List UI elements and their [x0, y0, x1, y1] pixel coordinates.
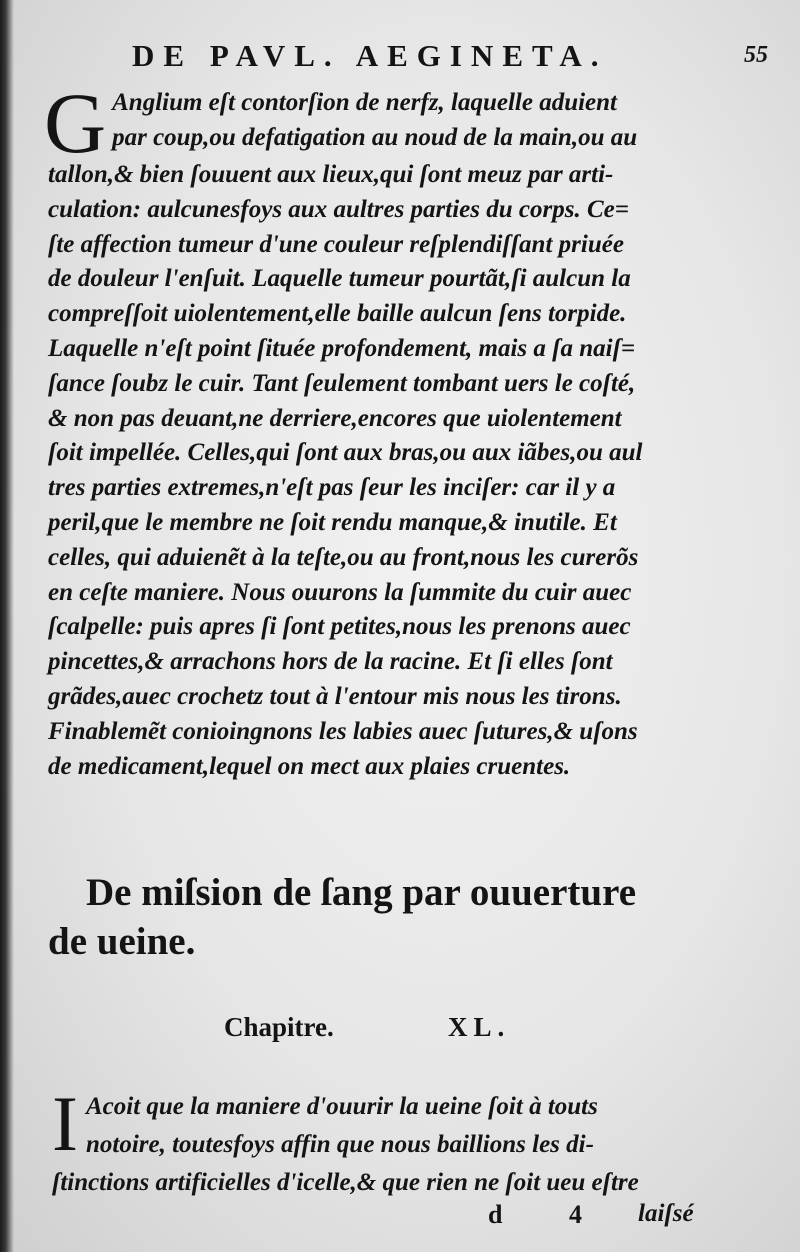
section-heading: [48, 868, 726, 966]
running-title: DE PAVL. AEGINETA.: [132, 38, 608, 73]
text-line: tallon,& bien ſouuent aux lieux,qui ſont meuz par arti-: [48, 161, 614, 188]
heading-line: De miſsion de ſang par ouuerture: [86, 871, 636, 914]
text-line: notoire, toutesfoys affin que nous baillions les di-: [85, 1131, 594, 1158]
text-line: par coup,ou defatigation au noud de la main,ou au: [112, 123, 638, 151]
text-line: ſance ſoubz le cuir. Tant ſeulement tombant uers le coſté,: [48, 369, 636, 397]
text-line: Anglium eſt contorſion de nerfz, laquelle aduient: [112, 89, 618, 116]
chapter-label: Chapitre.: [224, 1012, 334, 1042]
text-line: celles, qui aduienẽt à la teſte,ou au front,nous les curerõs: [48, 543, 639, 571]
text-line: ſtinctions artificielles d'icelle,& que rien ne ſoit ueu eſtre: [52, 1169, 639, 1196]
text-line: ſoit impellée. Celles,qui ſont aux bras,ou aux iãbes,ou aul: [48, 439, 643, 467]
page-number: 55: [744, 42, 768, 68]
text-line: ſcalpelle: puis apres ſi ſont petites,nous les prenons auec: [48, 613, 631, 641]
text-line: Laquelle n'eſt point ſituée profondement, mais a ſa naiſ=: [48, 334, 636, 362]
drop-cap-g: G: [44, 75, 107, 171]
text-line: en ceſte maniere. Nous ouurons la ſummite du cuir auec: [48, 578, 632, 606]
section-gangliun-text: [44, 75, 710, 784]
signature-mark: d 4: [488, 1200, 612, 1229]
text-line: Acoit que la maniere d'ouurir la ueine ſoit à touts: [85, 1093, 598, 1120]
heading-line: de ueine.: [48, 920, 196, 963]
text-line: ſte affection tumeur d'une couleur reſplendiſſant priuée: [48, 230, 624, 258]
text-line: compreſſoit uiolentement,elle baille aulcun ſens torpide.: [48, 300, 627, 328]
chapter-number: XL.: [448, 1012, 511, 1042]
drop-cap-i: I: [52, 1080, 78, 1167]
text-line: & non pas deuant,ne derriere,encores que uiolentement: [48, 404, 622, 432]
text-line: de medicament,lequel on mect aux plaies cruentes.: [48, 752, 571, 780]
text-line: grãdes,auec crochetz tout à l'entour mis nous les tirons.: [48, 682, 622, 710]
catchword: laiſsé: [638, 1200, 694, 1227]
section-blood-text: [52, 1080, 712, 1202]
text-line: culation: aulcunesfoys aux aultres parties du corps. Ce=: [48, 195, 629, 223]
text-line: de douleur l'enſuit. Laquelle tumeur pourtãt,ſi aulcun la: [48, 265, 631, 293]
page-gutter-shadow: [0, 0, 14, 1252]
text-line: Finablemẽt conioingnons les labies auec ſutures,& uſons: [48, 717, 638, 745]
text-line: pincettes,& arrachons hors de la racine. Et ſi elles ſont: [48, 648, 613, 676]
text-line: tres parties extremes,n'eſt pas ſeur les inciſer: car il y a: [48, 474, 616, 502]
text-line: peril,que le membre ne ſoit rendu manque,& inutile. Et: [48, 508, 617, 536]
